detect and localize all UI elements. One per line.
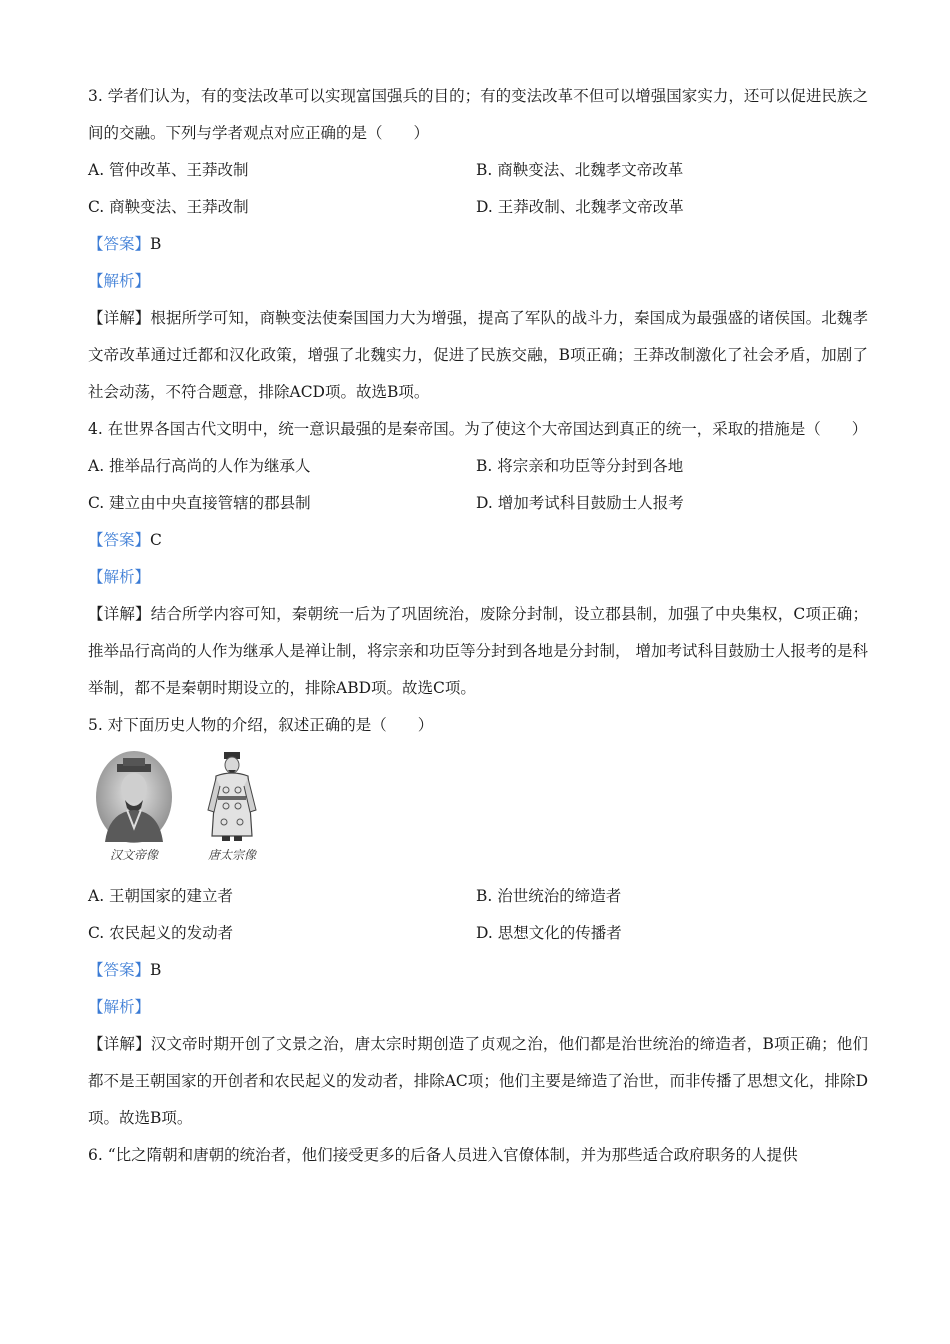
question-3-options-row-1 <box>88 152 868 189</box>
question-5-detail <box>88 1026 868 1137</box>
question-4-option-a: A. 推举品行高尚的人作为继承人 <box>88 457 311 475</box>
detail-text: 根据所学可知，商鞅变法使秦国国力大为增强，提高了军队的战斗力，秦国成为最强盛的诸侯国。北魏孝文帝改革通过迁都和汉化政策，增强了北魏实力，促进了民族交融，B项正确；王莽改制激化了社会矛盾，加剧了社会动荡，不符合题意，排除ACD项。故选B项。 <box>88 309 868 401</box>
detail-tag: 【详解】 <box>88 1035 151 1053</box>
question-5-option-c: C. 农民起义的发动者 <box>88 924 234 942</box>
question-5-options-row-2 <box>88 915 868 952</box>
question-3-analysis <box>88 263 868 300</box>
analysis-tag: 【解析】 <box>88 998 151 1016</box>
question-4-options-row-2 <box>88 485 868 522</box>
question-5-option-b: B. 治世统治的缔造者 <box>476 887 622 905</box>
answer-value: B <box>150 961 162 979</box>
question-5-answer <box>88 952 868 989</box>
detail-tag: 【详解】 <box>88 309 151 327</box>
question-4-analysis <box>88 559 868 596</box>
answer-value: C <box>150 531 162 549</box>
question-3-option-a: A. 管仲改革、王莽改制 <box>88 161 249 179</box>
standing-emperor-icon <box>202 750 262 844</box>
question-4-option-d: D. 增加考试科目鼓励士人报考 <box>476 494 684 512</box>
han-wendi-portrait <box>94 750 174 870</box>
exam-page <box>88 78 868 1174</box>
question-3-answer <box>88 226 868 263</box>
question-6-stem: 6. “比之隋朝和唐朝的统治者，他们接受更多的后备人员进入官僚体制，并为那些适合政府职务的人提供 <box>88 1146 798 1164</box>
analysis-tag: 【解析】 <box>88 272 151 290</box>
han-wendi-caption: 汉文帝像 <box>109 848 158 862</box>
question-3-stem: 3. 学者们认为，有的变法改革可以实现富国强兵的目的；有的变法改革不但可以增强国家实力，还可以促进民族之间的交融。下列与学者观点对应正确的是（ ） <box>88 87 868 142</box>
question-3-options-row-2 <box>88 189 868 226</box>
answer-tag: 【答案】 <box>88 235 151 253</box>
question-5-analysis <box>88 989 868 1026</box>
question-4-options-row-1 <box>88 448 868 485</box>
emperor-portrait-icon <box>95 750 173 844</box>
question-4-detail <box>88 596 868 707</box>
question-4-stem: 4. 在世界各国古代文明中，统一意识最强的是秦帝国。为了使这个大帝国达到真正的统一，采取的措施是（ ） <box>88 420 868 438</box>
answer-tag: 【答案】 <box>88 531 151 549</box>
detail-text: 结合所学内容可知，秦朝统一后为了巩固统治，废除分封制，设立郡县制，加强了中央集权，C项正确；推举品行高尚的人作为继承人是禅让制，将宗亲和功臣等分封到各地是分封制， 增加考试科目鼓励士人报考的是科举制，都不是秦朝时期设立的，排除ABD项。故选C项。 <box>88 605 868 697</box>
question-3-option-b: B. 商鞅变法、北魏孝文帝改革 <box>476 161 684 179</box>
tang-taizong-caption: 唐太宗像 <box>207 848 256 862</box>
detail-tag: 【详解】 <box>88 605 151 623</box>
question-4-option-b: B. 将宗亲和功臣等分封到各地 <box>476 457 684 475</box>
answer-tag: 【答案】 <box>88 961 151 979</box>
question-4-option-c: C. 建立由中央直接管辖的郡县制 <box>88 494 311 512</box>
question-5-options-row-1 <box>88 878 868 915</box>
question-5-option-a: A. 王朝国家的建立者 <box>88 887 234 905</box>
question-5-stem: 5. 对下面历史人物的介绍，叙述正确的是（ ） <box>88 716 434 734</box>
question-3-option-c: C. 商鞅变法、王莽改制 <box>88 198 249 216</box>
detail-text: 汉文帝时期开创了文景之治，唐太宗时期创造了贞观之治，他们都是治世统治的缔造者，B项正确；他们都不是王朝国家的开创者和农民起义的发动者，排除AC项；他们主要是缔造了治世，而非传播了思想文化，排除D项。故选B项。 <box>88 1035 868 1127</box>
tang-taizong-portrait <box>192 750 272 870</box>
question-3-detail <box>88 300 868 411</box>
question-5-option-d: D. 思想文化的传播者 <box>476 924 622 942</box>
question-5-images <box>94 750 868 870</box>
answer-value: B <box>150 235 162 253</box>
analysis-tag: 【解析】 <box>88 568 151 586</box>
question-4-answer <box>88 522 868 559</box>
question-3-option-d: D. 王莽改制、北魏孝文帝改革 <box>476 198 684 216</box>
